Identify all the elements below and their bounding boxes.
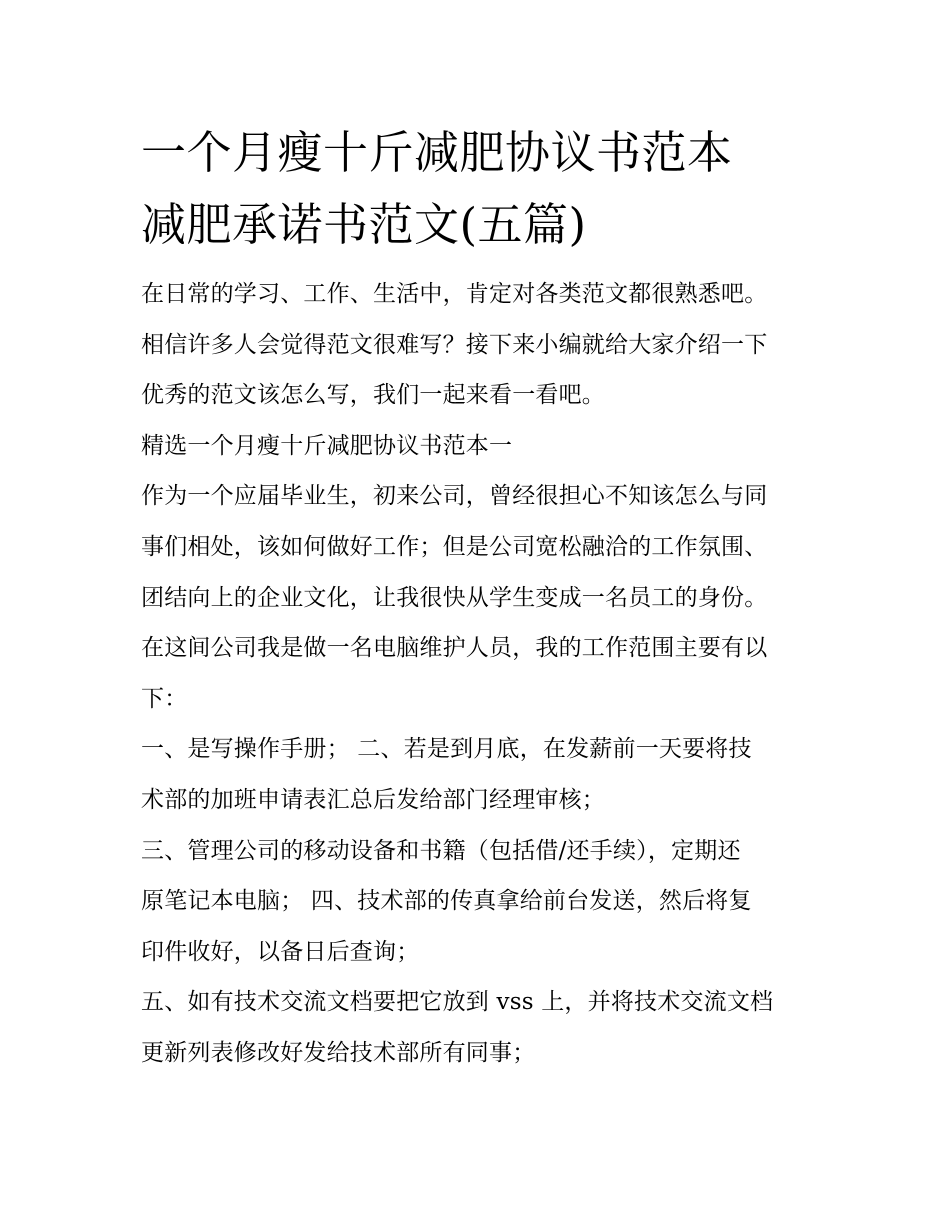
body-line: 更新列表修改好发给技术部所有同事；	[141, 1039, 536, 1066]
body-line: 印件收好，以备日后查询；	[141, 938, 420, 965]
document-body	[141, 269, 821, 1079]
section-heading: 精选一个月瘦十斤减肥协议书范本一	[141, 432, 513, 459]
title-line: 减肥承诺书范文(五篇)	[141, 198, 587, 251]
body-line: 三、管理公司的移动设备和书籍（包括借/还手续），定期还	[141, 837, 741, 864]
body-line: 一、是写操作手册； 二、若是到月底，在发薪前一天要将技	[141, 736, 752, 763]
body-line: 术部的加班申请表汇总后发给部门经理审核；	[141, 786, 605, 813]
body-line: 在这间公司我是做一名电脑维护人员，我的工作范围主要有以	[141, 635, 768, 662]
body-line: 相信许多人会觉得范文很难写？接下来小编就给大家介绍一下	[141, 331, 768, 358]
body-line: 原笔记本电脑； 四、技术部的传真拿给前台发送，然后将复	[141, 888, 752, 915]
body-line: 在日常的学习、工作、生活中，肯定对各类范文都很熟悉吧。	[141, 281, 768, 307]
document-content	[141, 117, 821, 1079]
body-line: 五、如有技术交流文档要把它放到 vss 上，并将技术交流文档	[141, 989, 774, 1016]
body-line: 优秀的范文该怎么写，我们一起来看一看吧。	[141, 382, 605, 409]
title-line: 一个月瘦十斤减肥协议书范本	[141, 126, 733, 179]
body-line: 事们相处，该如何做好工作；但是公司宽松融洽的工作氛围、	[141, 533, 768, 560]
document-title	[141, 117, 821, 261]
body-line: 作为一个应届毕业生，初来公司，曾经很担心不知该怎么与同	[141, 483, 768, 510]
body-line: 下：	[141, 685, 188, 712]
body-line: 团结向上的企业文化，让我很快从学生变成一名员工的身份。	[141, 584, 768, 611]
